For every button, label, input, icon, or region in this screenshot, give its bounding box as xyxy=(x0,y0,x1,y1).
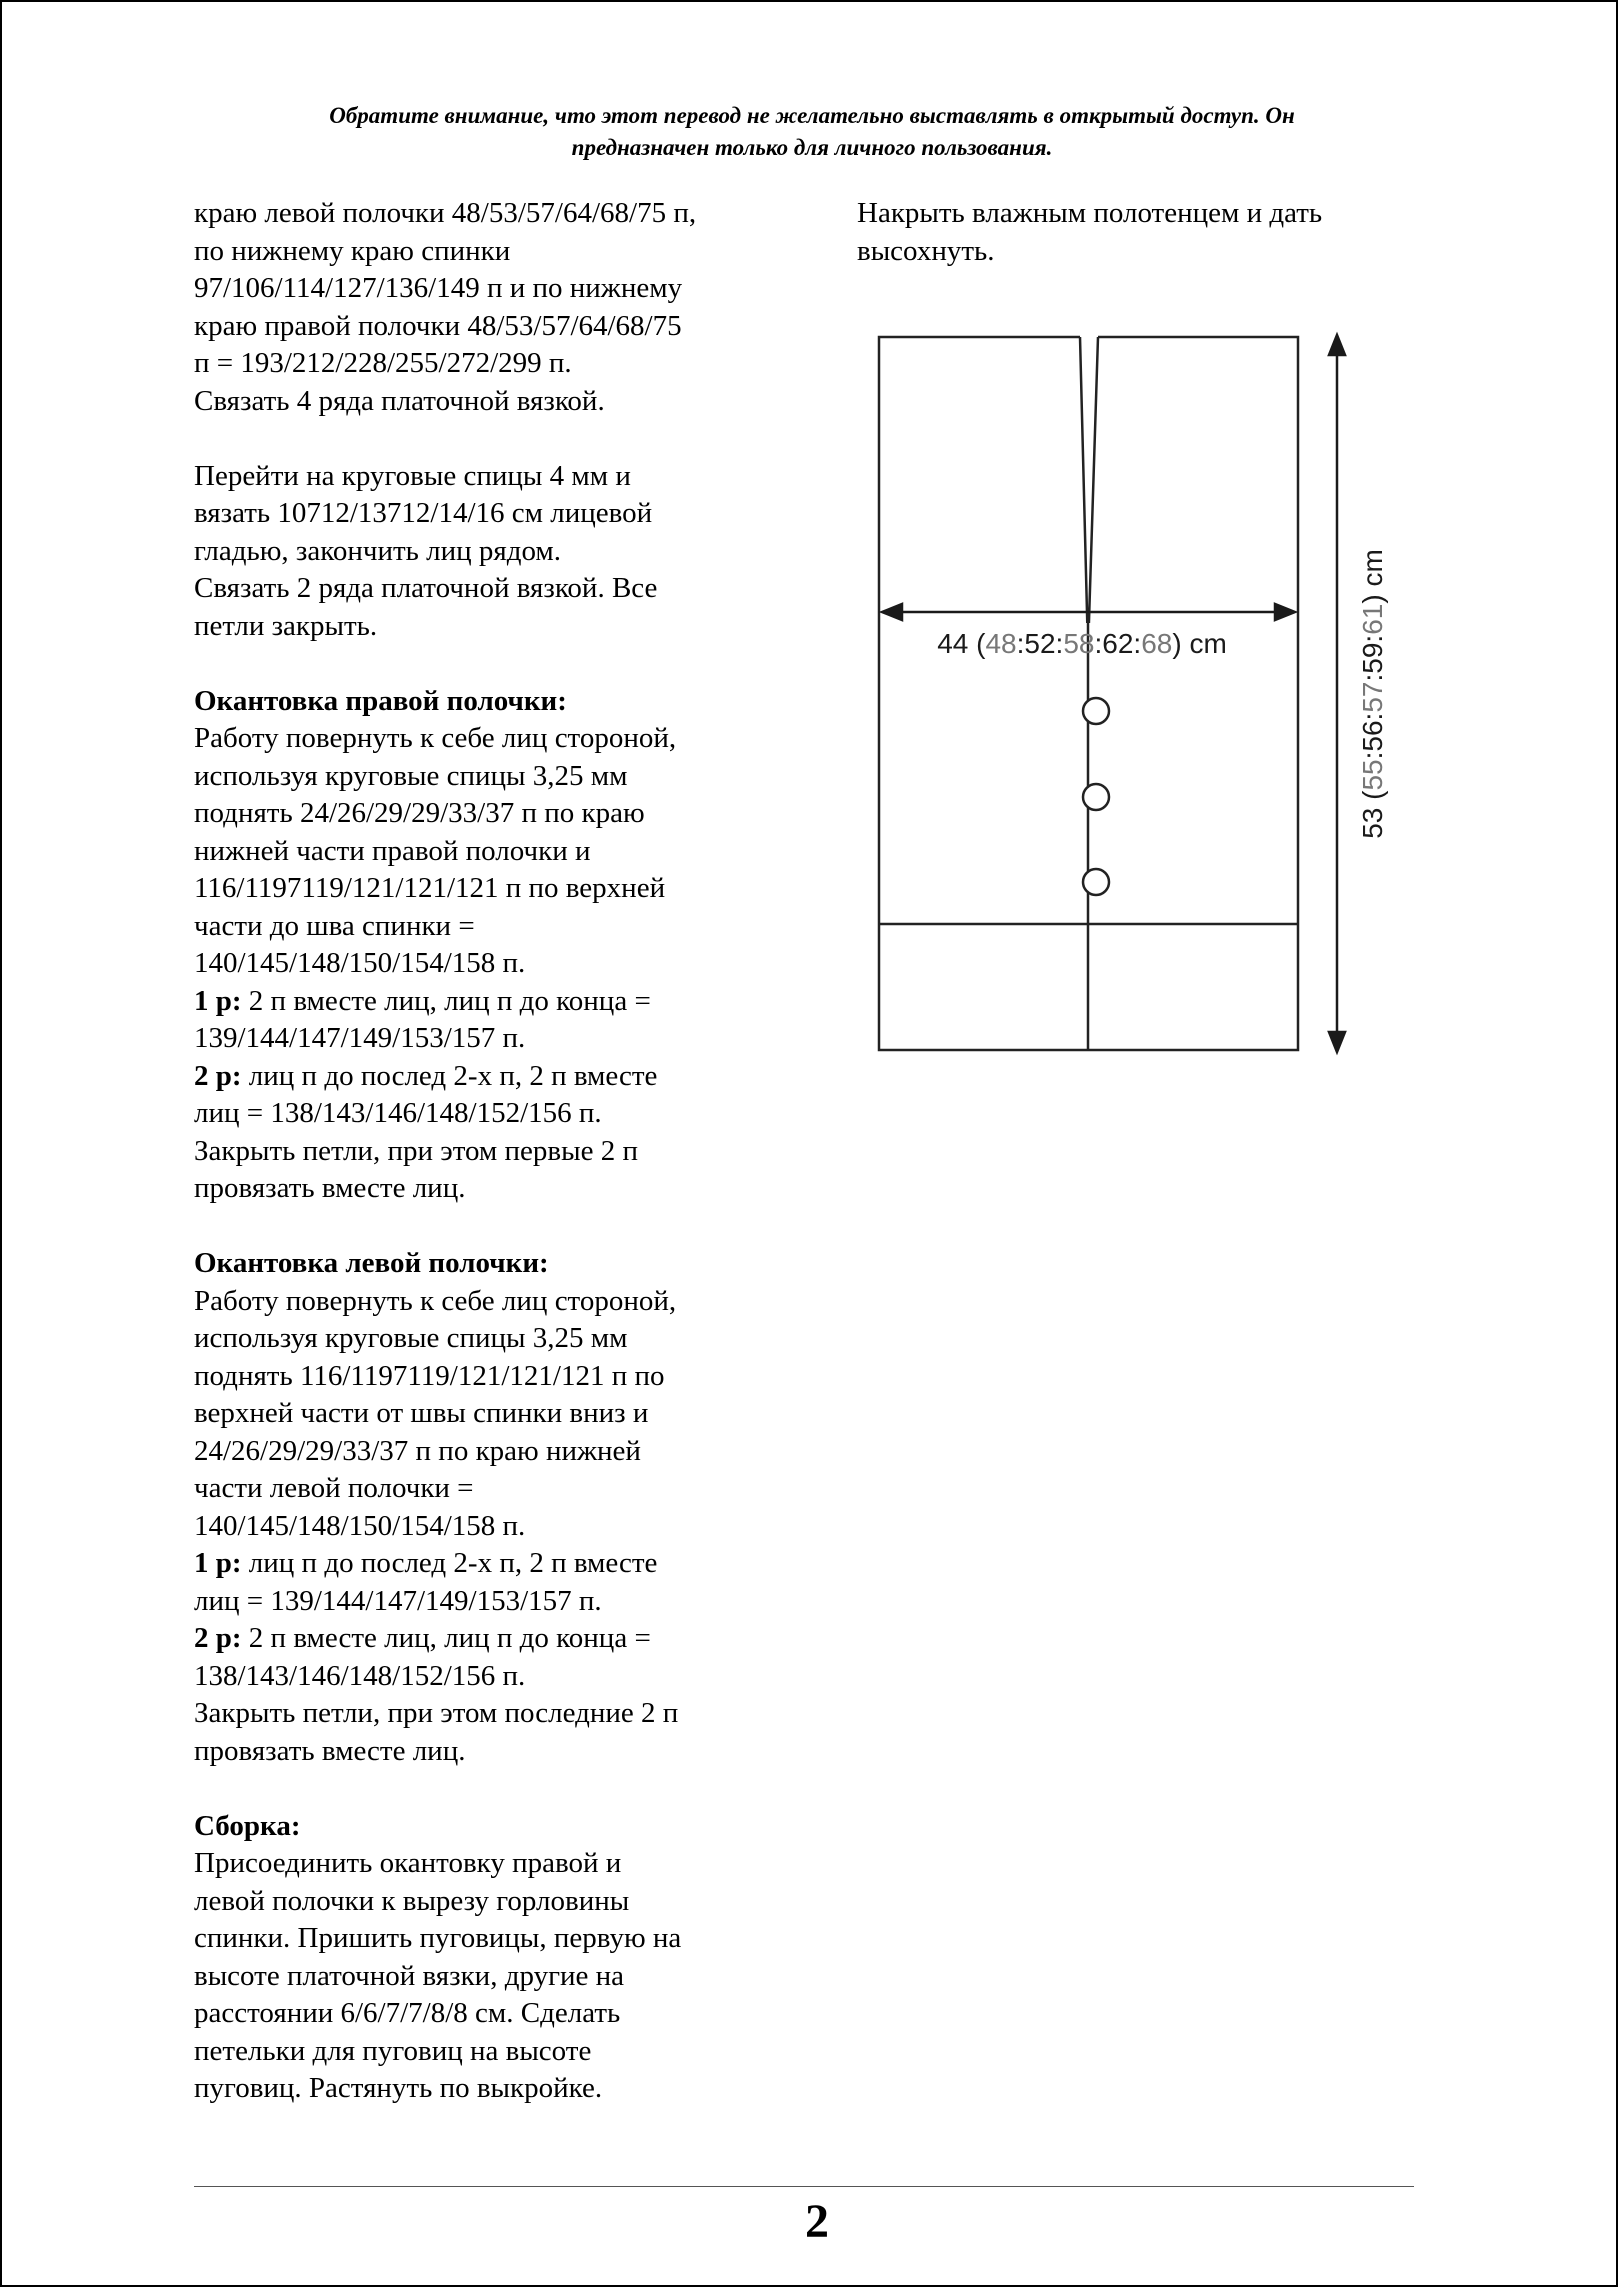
section-heading: Окантовка левой полочки: xyxy=(194,1247,549,1279)
width-label-sep: : xyxy=(1094,628,1103,659)
row-text: 2 п вместе лиц, лиц п до конца = xyxy=(241,1622,651,1654)
usage-notice-line-2: предназначен только для личного пользования. xyxy=(571,135,1053,160)
text-line: Закрыть петли, при этом последние 2 п xyxy=(194,1697,679,1729)
schematic-diagram xyxy=(862,322,1402,1062)
neck-dart xyxy=(1080,337,1098,652)
text-line: пуговиц. Растянуть по выкройке. xyxy=(194,2072,603,2104)
height-label-size: 57 xyxy=(1357,681,1388,713)
text-line: части левой полочки = xyxy=(194,1472,474,1504)
text-line: Связать 2 ряда платочной вязкой. Все xyxy=(194,572,658,604)
width-arrowhead-left xyxy=(882,604,902,620)
text-line: провязать вместе лиц. xyxy=(194,1734,466,1767)
text-line: провязать вместе лиц. xyxy=(194,1172,466,1204)
text-line: левой полочки к вырезу горловины xyxy=(194,1884,630,1917)
row-text: 2 п вместе лиц, лиц п до конца = xyxy=(241,984,651,1017)
button-icon xyxy=(1083,698,1109,724)
text-line: 138/143/146/148/152/156 п. xyxy=(194,1659,526,1692)
text-line: спинки. Пришить пуговицы, первую на xyxy=(194,1922,682,1954)
height-label xyxy=(1357,549,1388,839)
text-line: 97/106/114/127/136/149 п и по нижнему xyxy=(194,272,683,304)
height-label-size: 55 xyxy=(1357,759,1388,791)
height-label-sep: : xyxy=(1357,712,1388,721)
text-line: расстоянии 6/6/7/7/8/8 см. Сделать xyxy=(194,1997,621,2029)
height-label-sep: : xyxy=(1357,634,1388,643)
width-label-paren: ( xyxy=(968,628,986,659)
text-line: краю левой полочки 48/53/57/64/68/75 п, xyxy=(194,197,697,229)
text-line: части до шва спинки = xyxy=(194,909,475,942)
section-heading: Сборка: xyxy=(194,1809,301,1842)
height-arrowhead-top xyxy=(1329,335,1345,355)
assembly-section xyxy=(194,1808,794,2108)
text-line: краю правой полочки 48/53/57/64/68/75 xyxy=(194,309,682,342)
height-label-sep: : xyxy=(1357,751,1388,760)
height-arrowhead-bottom xyxy=(1329,1032,1345,1052)
row-1-instruction xyxy=(194,1545,794,1583)
text-line: используя круговые спицы 3,25 мм xyxy=(194,1322,628,1354)
page-number: 2 xyxy=(805,2195,829,2248)
height-label-close: ) cm xyxy=(1357,549,1388,604)
intro-paragraph xyxy=(194,195,794,420)
text-line: нижней части правой полочки и xyxy=(194,834,591,867)
row-text: лиц п до послед 2-х п, 2 п вместе xyxy=(241,1547,658,1579)
text-line: Перейти на круговые спицы 4 мм и xyxy=(194,459,631,492)
usage-notice-line-1: Обратите внимание, что этот перевод не желательно выставлять в открытый доступ. Он xyxy=(329,103,1295,128)
left-band-section xyxy=(194,1245,794,1770)
garment-outline xyxy=(879,337,1298,1050)
text-line: гладью, закончить лиц рядом. xyxy=(194,534,562,567)
right-band-section xyxy=(194,683,794,1208)
width-arrowhead-right xyxy=(1275,604,1295,620)
switch-needles-paragraph xyxy=(194,458,794,646)
row-label: 2 р: xyxy=(194,1059,242,1092)
row-label: 2 р: xyxy=(194,1622,242,1654)
width-label-sep: : xyxy=(1055,628,1064,659)
text-line: 140/145/148/150/154/158 п. xyxy=(194,947,526,979)
height-label-paren: ( xyxy=(1357,790,1388,808)
width-label-sep: : xyxy=(1133,628,1142,659)
height-label-size: 56 xyxy=(1357,720,1388,752)
text-line: 139/144/147/149/153/157 п. xyxy=(194,1022,526,1054)
row-1-instruction xyxy=(194,983,794,1021)
text-line: высохнуть. xyxy=(857,234,995,267)
row-text: лиц п до послед 2-х п, 2 п вместе xyxy=(241,1059,658,1092)
text-line: петельки для пуговиц на высоте xyxy=(194,2034,592,2067)
width-label-size: 62 xyxy=(1102,628,1134,659)
width-label-base: 44 xyxy=(937,628,969,659)
right-column xyxy=(857,195,1417,270)
row-2-instruction xyxy=(194,1620,794,1658)
row-label: 1 р: xyxy=(194,984,242,1017)
row-2-instruction xyxy=(194,1058,794,1096)
height-label-sep: : xyxy=(1357,673,1388,682)
schematic-svg xyxy=(862,322,1402,1062)
left-column xyxy=(194,195,794,2108)
text-line: Связать 4 ряда платочной вязкой. xyxy=(194,384,605,417)
width-label xyxy=(937,628,1227,659)
button-icon xyxy=(1083,784,1109,810)
text-line: лиц = 138/143/146/148/152/156 п. xyxy=(194,1097,602,1129)
row-label: 1 р: xyxy=(194,1547,242,1579)
text-line: вязать 10712/13712/14/16 см лицевой xyxy=(194,497,653,529)
text-line: 116/1197119/121/121/121 п по верхней xyxy=(194,872,666,904)
right-front-outline xyxy=(1088,337,1298,1050)
height-label-base: 53 xyxy=(1357,807,1388,839)
width-label-sep: : xyxy=(1016,628,1025,659)
height-dimension xyxy=(1329,335,1345,1052)
text-line: Присоединить окантовку правой и xyxy=(194,1847,622,1879)
text-line: верхней части от швы спинки вниз и xyxy=(194,1397,649,1429)
text-line: высоте платочной вязки, другие на xyxy=(194,1959,625,1992)
text-line: 24/26/29/29/33/37 п по краю нижней xyxy=(194,1434,641,1467)
text-line: Работу повернуть к себе лиц стороной, xyxy=(194,1284,677,1317)
section-heading: Окантовка правой полочки: xyxy=(194,684,567,717)
text-line: Закрыть петли, при этом первые 2 п xyxy=(194,1134,638,1167)
text-line: п = 193/212/228/255/272/299 п. xyxy=(194,347,572,379)
text-line: петли закрыть. xyxy=(194,609,378,642)
width-label-size: 68 xyxy=(1141,628,1173,659)
text-line: Накрыть влажным полотенцем и дать xyxy=(857,197,1323,229)
button-icon xyxy=(1083,869,1109,895)
height-label-size: 61 xyxy=(1357,603,1388,635)
left-front-outline xyxy=(879,337,1088,1050)
width-label-size: 58 xyxy=(1063,628,1095,659)
text-line: поднять 116/1197119/121/121/121 п по xyxy=(194,1359,665,1392)
text-line: Работу повернуть к себе лиц стороной, xyxy=(194,722,677,754)
width-label-size: 52 xyxy=(1024,628,1056,659)
text-line: лиц = 139/144/147/149/153/157 п. xyxy=(194,1584,602,1617)
text-line: поднять 24/26/29/29/33/37 п по краю xyxy=(194,797,645,829)
width-label-close: ) cm xyxy=(1172,628,1227,659)
text-line: 140/145/148/150/154/158 п. xyxy=(194,1509,526,1542)
text-line: используя круговые спицы 3,25 мм xyxy=(194,759,628,792)
usage-notice xyxy=(162,100,1462,164)
text-line: по нижнему краю спинки xyxy=(194,234,511,267)
footer-divider xyxy=(194,2186,1414,2187)
width-label-size: 48 xyxy=(985,628,1017,659)
height-label-size: 59 xyxy=(1357,642,1388,674)
